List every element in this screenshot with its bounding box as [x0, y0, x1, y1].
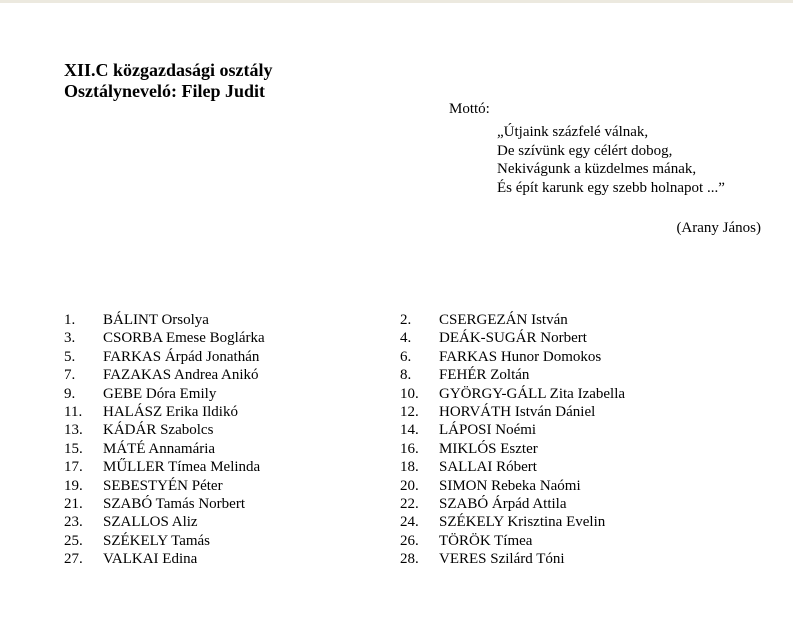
student-name: HORVÁTH István Dániel	[439, 404, 596, 421]
poem-line: Nekivágunk a küzdelmes mának,	[497, 161, 697, 178]
list-item	[400, 366, 625, 384]
student-number: 24.	[400, 514, 419, 531]
student-name: HALÁSZ Erika Ildikó	[103, 404, 238, 421]
motto-label: Mottó:	[449, 101, 490, 117]
student-name: CSERGEZÁN István	[439, 312, 568, 328]
student-number: 27.	[64, 551, 83, 568]
student-name: SZÉKELY Tamás	[103, 532, 211, 549]
top-border	[0, 0, 793, 3]
student-number: 6.	[400, 348, 412, 365]
student-number: 16.	[400, 440, 419, 457]
student-number: 18.	[400, 459, 419, 476]
motto-poem	[497, 123, 725, 197]
student-name: SEBESTYÉN Péter	[103, 477, 223, 494]
list-item	[64, 385, 265, 403]
student-name: VALKAI Edina	[103, 551, 198, 568]
student-name: FARKAS Hunor Domokos	[439, 348, 602, 365]
student-name: SZÉKELY Krisztina Evelin	[439, 514, 606, 531]
list-item	[400, 348, 625, 366]
class-title: XII.C közgazdasági osztály	[64, 60, 273, 80]
student-name: GEBE Dóra Emily	[103, 385, 217, 402]
student-name: BÁLINT Orsolya	[103, 312, 209, 328]
list-item	[64, 440, 265, 458]
list-item	[400, 495, 625, 513]
student-number: 25.	[64, 532, 83, 549]
student-number: 10.	[400, 385, 419, 402]
student-name: TÖRÖK Tímea	[439, 532, 533, 549]
student-number: 13.	[64, 422, 83, 439]
student-number: 20.	[400, 477, 419, 494]
student-number: 22.	[400, 496, 419, 513]
student-number: 23.	[64, 514, 83, 531]
list-item	[64, 458, 265, 476]
student-number: 5.	[64, 348, 76, 365]
list-item	[400, 311, 625, 329]
list-item	[400, 477, 625, 495]
student-name: MIKLÓS Eszter	[439, 440, 538, 457]
student-name: SZALLOS Aliz	[103, 514, 198, 531]
list-item	[400, 532, 625, 550]
student-name: DEÁK-SUGÁR Norbert	[439, 330, 587, 347]
student-number: 21.	[64, 496, 83, 513]
list-item	[64, 532, 265, 550]
motto-author: (Arany János)	[676, 220, 761, 236]
list-item	[64, 366, 265, 384]
list-item	[64, 403, 265, 421]
student-number: 9.	[64, 385, 76, 402]
student-name: VERES Szilárd Tóni	[439, 551, 565, 568]
list-item	[400, 421, 625, 439]
list-item	[400, 440, 625, 458]
student-number: 2.	[400, 312, 412, 328]
list-item	[400, 403, 625, 421]
student-name: FEHÉR Zoltán	[439, 367, 530, 384]
student-number: 19.	[64, 477, 83, 494]
student-number: 3.	[64, 330, 76, 347]
list-item	[64, 550, 265, 568]
list-item	[64, 513, 265, 531]
student-name: SIMON Rebeka Naómi	[439, 477, 581, 494]
list-item	[400, 329, 625, 347]
list-item	[64, 477, 265, 495]
student-number: 26.	[400, 532, 419, 549]
student-number: 7.	[64, 367, 76, 384]
list-item	[400, 513, 625, 531]
student-name: FAZAKAS Andrea Anikó	[103, 367, 259, 384]
poem-line: És épít karunk egy szebb holnapot ...”	[497, 179, 725, 196]
student-number: 4.	[400, 330, 412, 347]
poem-line: „Útjaink százfelé válnak,	[497, 124, 649, 140]
list-item	[400, 385, 625, 403]
student-name: KÁDÁR Szabolcs	[103, 422, 214, 439]
student-number: 14.	[400, 422, 419, 439]
student-name: FARKAS Árpád Jonathán	[103, 348, 260, 365]
student-number: 11.	[64, 404, 83, 421]
student-number: 28.	[400, 551, 419, 568]
class-teacher: Osztályneveló: Filep Judit	[64, 81, 265, 101]
student-name: SZABÓ Tamás Norbert	[103, 496, 245, 513]
student-name: SALLAI Róbert	[439, 459, 537, 476]
student-name: GYÖRGY-GÁLL Zita Izabella	[439, 385, 626, 402]
list-item	[64, 348, 265, 366]
list-item	[400, 458, 625, 476]
list-item	[64, 329, 265, 347]
student-number: 1.	[64, 312, 76, 328]
student-name: CSORBA Emese Boglárka	[103, 330, 265, 347]
student-number: 8.	[400, 367, 412, 384]
student-list-right	[400, 311, 625, 569]
student-name: LÁPOSI Noémi	[439, 422, 537, 439]
student-name: MÁTÉ Annamária	[103, 440, 216, 457]
student-number: 12.	[400, 404, 419, 421]
poem-line: De szívünk egy célért dobog,	[497, 142, 673, 159]
student-name: MŰLLER Tímea Melinda	[103, 459, 261, 476]
student-name: SZABÓ Árpád Attila	[439, 496, 567, 513]
list-item	[400, 550, 625, 568]
student-list-left	[64, 311, 265, 569]
list-item	[64, 421, 265, 439]
student-number: 15.	[64, 440, 83, 457]
list-item	[64, 311, 265, 329]
student-number: 17.	[64, 459, 83, 476]
list-item	[64, 495, 265, 513]
